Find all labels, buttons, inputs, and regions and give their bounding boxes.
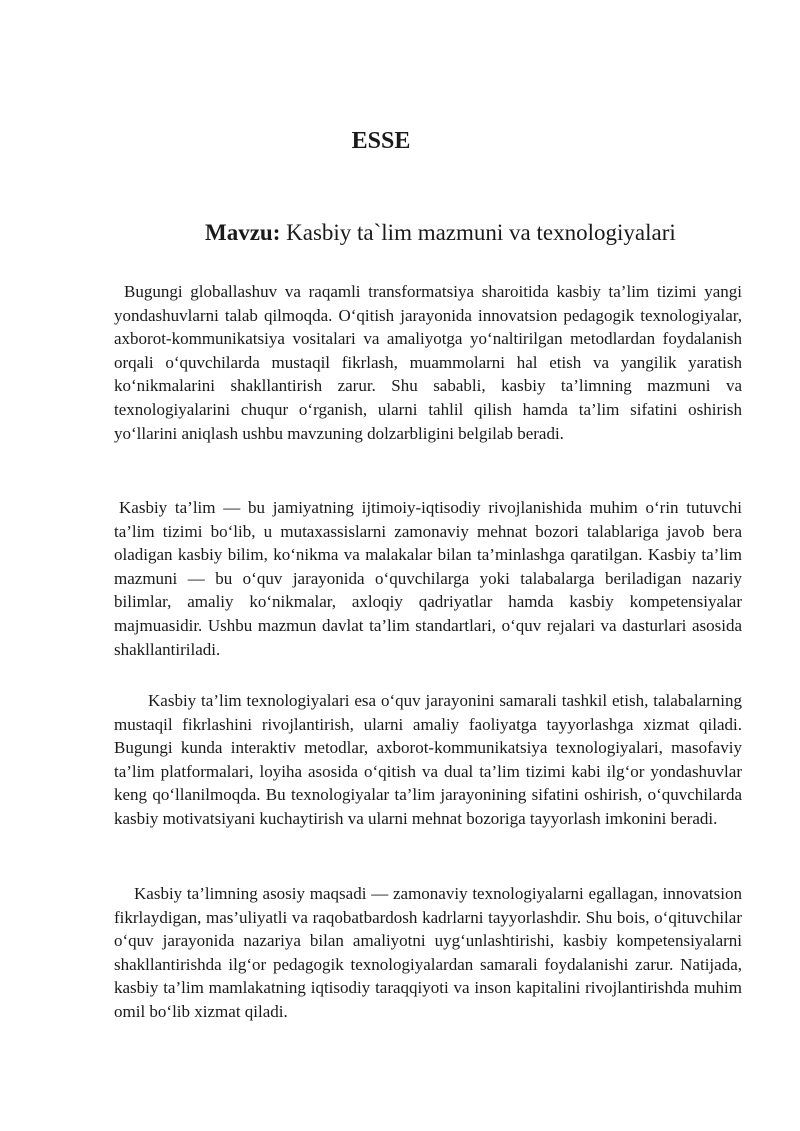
topic-label: Mavzu: [205, 220, 281, 245]
paragraph-3: Kasbiy ta’lim texnologiyalari esa o‘quv jarayonini samarali tashkil etish, talabalarning mustaqil fikrlashini rivojlantirish, ularni amaliy faoliyatga tayyorlashga xizmat qiladi. Bugungi kunda interaktiv metodlar, axborot-kommunikatsiya texnologiyalari, masofaviy ta’lim platformalari, loyiha asosida o‘qitish va dual ta’lim tizimi kabi ilg‘or yondashuvlar keng qo‘llanilmoqda. Bu texnologiyalar ta’lim jarayonining sifatini oshirish, o‘quvchilarda kasbiy motivatsiyani kuchaytirish va ularni mehnat bozoriga tayyorlash imkonini beradi. [114, 691, 742, 828]
paragraph-4: Kasbiy ta’limning asosiy maqsadi — zamonaviy texnologiyalarni egallagan, innovatsion fikrlaydigan, mas’uliyatli va raqobatbardosh kadrlarni tayyorlashdir. Shu bois, o‘qituvchilar o‘quv jarayonida nazariya bilan amaliyotni uyg‘unlashtirishi, kasbiy kompetensiyalarni shakllantirishda ilg‘or pedagogik texnologiyalardan samarali foydalanishi zarur. Natijada, kasbiy ta’lim mamlakatning iqtisodiy taraqqiyoti va inson kapitalini rivojlantirishda muhim omil bo‘lib xizmat qiladi. [114, 884, 742, 1021]
document-title: ESSE [351, 128, 411, 154]
paragraph-1: Bugungi globallashuv va raqamli transformatsiya sharoitida kasbiy ta’lim tizimi yangi yondashuvlarni talab qilmoqda. O‘qitish jarayonida innovatsion pedagogik texnologiyalar, axborot-kommunikatsiya vositalari va amaliyotga yo‘naltirilgan metodlardan foydalanish orqali o‘quvchilarda mustaqil fikrlash, muammolarni hal etish va yangilik yaratish ko‘nikmalarini shakllantirish zarur. Shu sababli, kasbiy ta’limning mazmuni va texnologiyalarini chuqur o‘rganish, ularni tahlil qilish hamda ta’lim sifatini oshirish yo‘llarini aniqlash ushbu mavzuning dolzarbligini belgilab beradi. [114, 282, 742, 443]
topic-line [205, 218, 765, 248]
paragraph-2: Kasbiy ta’lim — bu jamiyatning ijtimoiy-iqtisodiy rivojlanishida muhim o‘rin tutuvchi ta’lim tizimi bo‘lib, u mutaxassislarni zamonaviy mehnat bozori talablariga javob bera oladigan kasbiy bilim, ko‘nikma va malakalar bilan ta’minlashga qaratilgan. Kasbiy ta’lim mazmuni — bu o‘quv jarayonida o‘quvchilarga yoki talabalarga beriladigan nazariy bilimlar, amaliy ko‘nikmalar, axloqiy qadriyatlar hamda kasbiy kompetensiyalar majmuasidir. Ushbu mazmun davlat ta’lim standartlari, o‘quv rejalari va dasturlari asosida shakllantiriladi. [114, 498, 742, 659]
topic-text: Kasbiy ta`lim mazmuni va texnologiyalari [280, 220, 676, 245]
